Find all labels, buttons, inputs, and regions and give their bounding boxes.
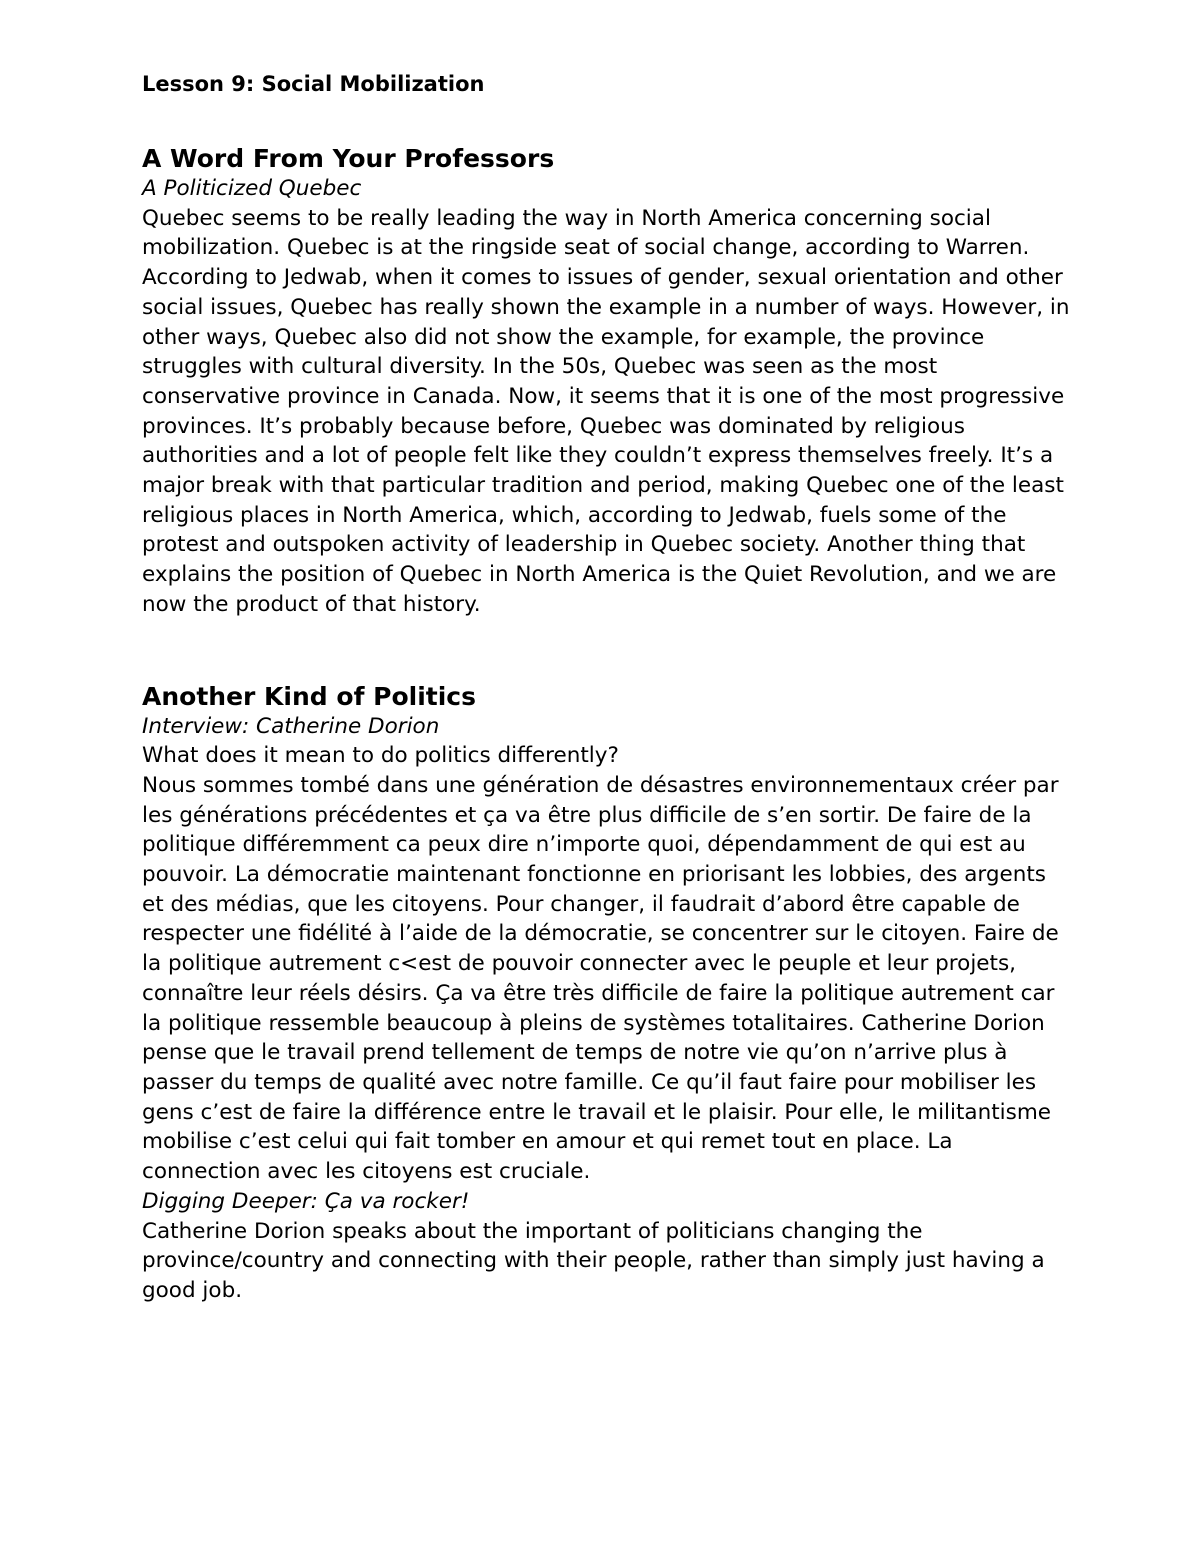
lesson-title: Lesson 9: Social Mobilization <box>142 72 485 96</box>
interview-paragraph: Nous sommes tombé dans une génération de désastres environnementaux créer par les générations précédentes et ça va être plus difficile de s’en sortir. De faire de la politique différemment ca peux dire n’importe quoi, dépendamment de qui est au pouvoir. La démocratie maintenant fonctionne en priorisant les lobbies, des argents et des médias, que les citoyens. Pour changer, il faudrait d’abord être capable de respecter une fidélité à l’aide de la démocratie, se concentrer sur le citoyen. Faire de la politique autrement c<est de pouvoir connecter avec le peuple et leur projets, connaître leur réels désirs. Ça va être très difficile de faire la politique autrement car la politique ressemble beaucoup à pleins de systèmes totalitaires. Catherine Dorion pense que le travail prend tellement de temps de notre vie qu’on n’arrive plus à passer du temps de qualité avec notre famille. Ce qu’il faut faire pour mobiliser les gens c’est de faire la différence entre le travail et le plaisir. Pour elle, le militantisme mobilise c’est celui qui fait tomber en amour et qui remet tout en place. La connection avec les citoyens est cruciale. <box>142 772 1059 1185</box>
spacer <box>142 620 1072 682</box>
section-paragraph: Quebec seems to be really leading the way in North America concerning social mobilization. Quebec is at the ringside seat of social change, according to Warren. According to Jedwab, when it comes to issues of gender, sexual orientation and other social issues, Quebec has really shown the example in a number of ways. However, in other ways, Quebec also did not show the example, for example, the province struggles with cultural diversity. In the 50s, Quebec was seen as the most conservative province in Canada. Now, it seems that it is one of the most progressive provinces. It’s probably because before, Quebec was dominated by religious authorities and a lot of people felt like they couldn’t express themselves freely. It’s a major break with that particular tradition and period, making Quebec one of the least religious places in North America, which, according to Jedwab, fuels some of the protest and outspoken activity of leadership in Quebec society. Another thing that explains the position of Quebec in North America is the Quiet Revolution, and we are now the product of that history. <box>142 205 1070 617</box>
interview-question: What does it mean to do politics differently? <box>142 743 619 769</box>
section-heading: A Word From Your Professors <box>142 144 555 173</box>
section-subheading: A Politicized Quebec <box>142 176 362 201</box>
section-professors <box>142 144 1072 620</box>
document-page <box>142 68 1072 1306</box>
section-another-kind-of-politics <box>142 682 1072 1306</box>
digging-deeper-paragraph: Catherine Dorion speaks about the important of politicians changing the province/country and connecting with their people, rather than simply just having a good job. <box>142 1218 1045 1303</box>
spacer <box>142 100 1072 144</box>
interview-subheading: Interview: Catherine Dorion <box>142 713 440 739</box>
section-heading: Another Kind of Politics <box>142 681 477 711</box>
digging-deeper-heading: Digging Deeper: Ça va rocker! <box>142 1188 470 1214</box>
